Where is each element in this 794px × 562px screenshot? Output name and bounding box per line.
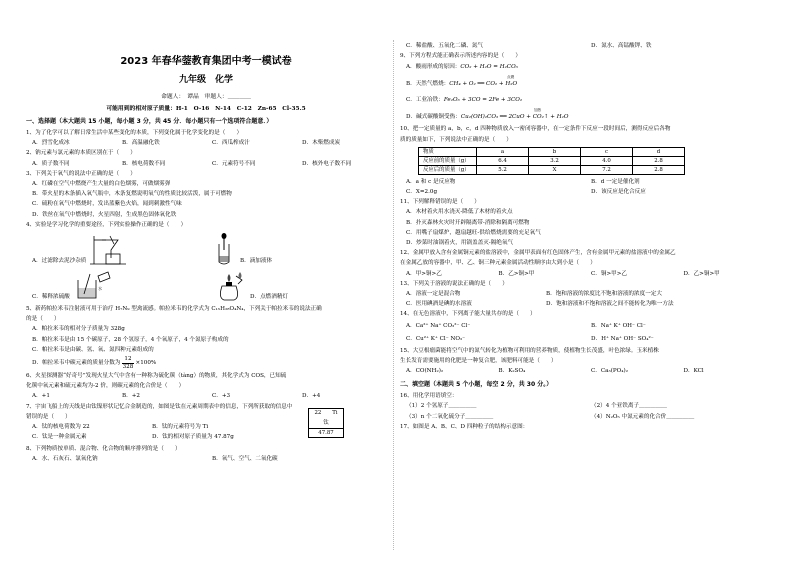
q6-option-d[interactable]: D．+4 xyxy=(302,393,321,400)
q16-items-row-2 xyxy=(400,412,770,422)
table-cell: 5.2 xyxy=(477,165,529,174)
element-number: 22 xyxy=(314,410,322,417)
q10-option-c[interactable]: C．X=2.0g xyxy=(406,189,438,196)
table-header-cell: 物质 xyxy=(419,147,477,156)
q10-option-a[interactable]: A．a 和 c 是反应物 xyxy=(406,178,456,185)
q16-blank-2[interactable]: （2）4 个亚铁离子＿＿＿＿＿ xyxy=(591,403,668,410)
q9-option-b-condition: 点燃 xyxy=(507,75,515,80)
q5-fraction-numerator: 12 xyxy=(124,355,132,362)
q15-option-c[interactable]: C．Ca₃(PO₄)₂ xyxy=(591,368,628,375)
titanium-element-card xyxy=(308,408,344,438)
q8-stem: 8、下列物质按单质、混合物、化合物的顺序排列的是（ ） xyxy=(26,446,181,453)
q4-images-row-2 xyxy=(26,268,386,302)
q2-option-d[interactable]: D．核外电子数不同 xyxy=(302,160,352,167)
q5-option-c[interactable]: C．帕拉米韦是由碳、氢、氧、氮四种元素组成的 xyxy=(32,346,154,353)
q11-option-d[interactable]: D．炒菜时油锅着火，用锅盖盖灭-隔绝氧气 xyxy=(406,240,514,247)
q12-option-d[interactable]: D．乙>铜>甲 xyxy=(683,270,720,277)
q9-option-b[interactable] xyxy=(400,75,770,91)
q10-options-row-2 xyxy=(400,187,770,197)
table-header-cell: a xyxy=(477,147,529,156)
q4-option-c[interactable] xyxy=(26,270,206,302)
q14-option-d[interactable]: D．H⁺ Na⁺ OH⁻ SO₄²⁻ xyxy=(591,335,654,342)
q14-option-a[interactable]: A．Ca²⁺ Na⁺ CO₃²⁻ Cl⁻ xyxy=(406,322,471,329)
q12-stem-line-1: 12、金属甲放入含有金属铜元素的盐溶液中，金属甲表面有红色固体产生，含有金属甲元素的盐溶液中的金属乙 xyxy=(400,250,676,257)
table-header-cell: d xyxy=(633,147,685,156)
q4-option-d[interactable] xyxy=(206,270,386,302)
q8-options-cont xyxy=(400,41,770,51)
table-cell: 2.8 xyxy=(633,165,685,174)
q4-option-d-label: D．点燃酒精灯 xyxy=(250,294,289,301)
q10-stem-line-2: 质的质量如下，下列说法中正确的是（ ） xyxy=(400,136,512,143)
q9-option-c[interactable] xyxy=(400,94,770,107)
q1-option-d[interactable]: D．木柴燃成炭 xyxy=(302,140,341,147)
q11-option-c[interactable]: C．用嘴子扇煤炉，越扇越旺-供给燃烧需要的充足氧气 xyxy=(406,229,541,236)
q10-stem-line-1: 10、把一定质量的 a，b，c，d 四种物质放入一密闭容器中，在一定条件下反应一段时间后，测得反应后各物 xyxy=(400,126,671,133)
q16-stem: 16、用化学用语填空： xyxy=(400,393,458,400)
q1-options xyxy=(26,138,386,148)
q14-stem: 14、在无色溶液中，下列离子能大量共存的是（ ） xyxy=(400,311,536,318)
q11-option-a[interactable]: A．木材着火用水浇灭-降低了木材的着火点 xyxy=(406,209,513,216)
table-row xyxy=(419,156,685,165)
q16-items-row-1 xyxy=(400,401,770,411)
alcohol-lamp-icon xyxy=(212,270,246,302)
dropper-test-tube-icon xyxy=(212,232,236,266)
q4-option-b-label: B．滴加液体 xyxy=(240,258,273,265)
q12-option-c[interactable]: C．铜>甲>乙 xyxy=(591,270,628,277)
q5-option-d-suffix: ×100% xyxy=(135,359,157,366)
q9-option-d-equation: Cu₂(OH)₂CO₃ ══ 2CuO + CO₂↑ + H₂O xyxy=(460,114,569,121)
q15-option-b[interactable]: B．K₂SO₄ xyxy=(498,368,526,375)
q1-option-c[interactable]: C．西瓜榨成汁 xyxy=(212,140,250,147)
filtration-apparatus-icon xyxy=(90,234,130,266)
q14-option-c[interactable]: C．Cu²⁺ K⁺ Cl⁻ NO₃⁻ xyxy=(406,335,466,342)
q15-stem-line-1: 15、大豆根瘤菌能将空气中的氮气转化为植物可利用的营养物质，使植物生长茂盛，叶色浓绿。玉米植株 xyxy=(400,347,659,354)
authors-text: 命题人： 谭晶 审题人： xyxy=(161,94,228,100)
q11-stem: 11、下列解释错误的是（ ） xyxy=(400,199,480,206)
q12-stem-line-2: 在金属乙放的容器中，甲、乙、铜三种元素金属活动性顺序由大到小是（ ） xyxy=(400,260,596,267)
table-cell: X xyxy=(529,165,581,174)
q9-option-b-equation: CH₄ + O₂ ══ CO₂ + H₂O xyxy=(449,81,518,88)
table-row xyxy=(419,165,685,174)
q12-option-a[interactable]: A．甲>铜>乙 xyxy=(406,270,442,277)
table-cell: 反应前的质量（g） xyxy=(419,156,477,165)
q13-options-row-1 xyxy=(400,289,770,299)
table-cell: 反应后的质量（g） xyxy=(419,165,477,174)
table-cell: 6.4 xyxy=(477,156,529,165)
q15-option-a[interactable]: A．CO(NH₂)₂ xyxy=(406,368,444,375)
q9-option-a-label: A．酸雨形成的原因： xyxy=(406,64,461,71)
q13-option-c[interactable]: C．医用碘酒是碘的水溶液 xyxy=(406,301,472,308)
q6-stem-line-2: 化羰中氧元素和硫元素均为-2 价，则碳元素的化合价是（ ） xyxy=(26,383,185,390)
q7-option-a[interactable]: A．钛的核电荷数为 22 xyxy=(32,424,90,431)
q6-stem-line-1: 6、火星探测器“好奇号”发现火星大气中含有一种称为硫化羰（tàng）的物质，其化学式为 COS，已知硫 xyxy=(26,373,287,380)
column-divider xyxy=(393,40,394,550)
q5-option-d[interactable] xyxy=(26,355,386,371)
q12-options xyxy=(400,269,770,279)
table-cell: 7.2 xyxy=(581,165,633,174)
q9-option-d-label: D．碱式碳酸铜受热： xyxy=(406,114,461,121)
q7-option-d[interactable]: D．钛的相对原子质量为 47.87g xyxy=(152,434,234,441)
atomic-masses: 可能用到的相对原子质量：H-1 O-16 N-14 C-12 Zn-65 Cl-35.5 xyxy=(106,106,306,112)
q7-stem-line-2: 错误的是（ ） xyxy=(26,413,71,420)
svg-text:水: 水 xyxy=(97,286,102,292)
q7-option-c[interactable]: C．钛是一种金属元素 xyxy=(32,434,87,441)
q9-option-a-equation: CO₂ + H₂O = H₂CO₃ xyxy=(460,64,518,71)
table-cell: 3.2 xyxy=(529,156,581,165)
q9-option-a[interactable] xyxy=(400,61,770,74)
q5-stem-line-1: 5、新药帕拉米韦注射液可用于治疗 H₇N₉ 型禽流感。帕拉米韦的化学式为 C₁₅H₂₈O₄N₄，下列关于帕拉米韦的说法正确 xyxy=(26,306,322,313)
q17-stem: 17、如图是 A、B、C、D 四种粒子的结构示意图： xyxy=(400,423,529,430)
q12-option-b[interactable]: B．乙>铜>甲 xyxy=(498,270,535,277)
table-header-cell: c xyxy=(581,147,633,156)
q3-option-d[interactable]: D．铁丝在氧气中燃烧时，火星四射，生成黑色固体氧化铁 xyxy=(32,211,177,218)
q8-option-d[interactable]: D．氮水、高锰酸钾、铁 xyxy=(591,43,652,49)
q8-options xyxy=(26,454,386,464)
q16-blank-4[interactable]: （4）N₂O₅ 中氮元素的化合价＿＿＿＿＿ xyxy=(591,413,695,420)
q10-option-b[interactable]: B．d 一定是催化剂 xyxy=(591,178,640,185)
q9-option-c-equation: Fe₂O₃ + 3CO = 2Fe + 3CO₂ xyxy=(443,97,523,104)
q3-option-b[interactable]: B．带火星的木条插入氧气瓶中，木条复燃说明氧气的性质比较活泼，属于可燃物 xyxy=(32,191,232,198)
section-2-heading: 二、填空题（本题共 5 个小题，每空 2 分，共 30 分。） xyxy=(400,381,553,389)
q4-images-row-1 xyxy=(26,232,386,266)
q1-option-a[interactable]: A．烈雪化成冰 xyxy=(32,140,70,147)
q13-option-d[interactable]: D．饱和溶液和不饱和溶液之间不能转化为唯一方法 xyxy=(546,301,674,308)
q2-option-b[interactable]: B．核电荷数不同 xyxy=(122,160,166,167)
q5-option-b[interactable]: B．帕拉米韦是由 15 个碳原子，28 个氢原子，4 个氧原子，4 个氮原子构成的 xyxy=(32,336,229,343)
q13-option-a[interactable]: A．溶液一定是混合物 xyxy=(406,291,461,298)
q1-stem: 1、为了化学可以了解日常生活中某些变化的本质，下列变化属于化学变化的是（ ） xyxy=(26,130,243,136)
q15-option-d[interactable]: D．KCl xyxy=(683,368,704,375)
q9-stem: 9、下列方程式能正确表示所述内容的是（ ） xyxy=(400,53,522,60)
q16-blank-1[interactable]: （1）2 个氢原子＿＿＿＿＿ xyxy=(406,403,477,410)
q9-option-d-condition: 加热 xyxy=(534,108,542,113)
q4-option-b[interactable] xyxy=(206,232,386,266)
q14-option-b[interactable]: B．Na⁺ K⁺ OH⁻ Cl⁻ xyxy=(591,322,646,329)
q9-option-c-label: C．工业冶铁： xyxy=(406,97,444,104)
section-1-heading: 一、选择题（本大题共 15 小题，每小题 3 分，共 45 分．每小题只有一个选项符合题意．） xyxy=(26,118,273,125)
q9-option-b-label: B．天然气燃烧： xyxy=(406,81,450,88)
q3-option-a[interactable]: A．红磷在空气中燃烧产生大量的白色烟雾，可做烟雾弹 xyxy=(32,181,171,188)
q14-options-row-1 xyxy=(400,320,770,333)
q2-options xyxy=(26,159,386,169)
q10-options-row-1 xyxy=(400,177,770,187)
q5-fraction-denominator: 328 xyxy=(122,363,134,370)
q4-option-c-label: C．稀释浓硫酸 xyxy=(32,294,70,301)
table-cell: 4.0 xyxy=(581,156,633,165)
q1-option-b[interactable]: B．高温融化铁 xyxy=(122,140,160,147)
q6-option-c[interactable]: C．+3 xyxy=(212,393,231,400)
exam-subtitle: 九年级 化学 xyxy=(178,75,233,85)
q6-option-a[interactable]: A．+1 xyxy=(32,393,50,400)
q4-option-a-label: A．过滤除去泥沙杂质 xyxy=(32,258,87,265)
q8-option-c[interactable]: C．稀盐酸、五氧化二磷、氮气 xyxy=(406,43,483,49)
q10-option-d[interactable]: D．该反应是化合反应 xyxy=(591,189,646,196)
element-symbol: Ti xyxy=(332,410,338,417)
q5-stem-line-2: 的是（ ） xyxy=(26,316,60,323)
q14-options-row-2 xyxy=(400,333,770,346)
q10-mass-table xyxy=(418,147,685,175)
exam-title: 2023 年春华蓥教育集团中考一模试卷 xyxy=(120,56,292,67)
q11-option-b[interactable]: B．扑灭森林火灾时开辟隔离带-消除和隔离可燃物 xyxy=(406,219,530,226)
element-card-top xyxy=(309,409,343,419)
dilute-acid-icon xyxy=(74,270,114,302)
table-cell: 2.8 xyxy=(633,156,685,165)
q2-option-c[interactable]: C．元素符号不同 xyxy=(212,160,256,167)
q7-stem-line-1: 7、宇宙飞船上的天线是由钛镍形状记忆合金制造的，如图是钛在元素周期表中的信息，下列所获取的信息中 xyxy=(26,403,293,410)
element-name: 钛 xyxy=(323,419,329,426)
left-column xyxy=(26,44,386,464)
q2-stem: 2、钠元素与氯元素的本质区别在于（ ） xyxy=(26,150,136,157)
exam-authors: 命题人： 谭晶 审题人：＿＿＿＿ xyxy=(161,94,251,100)
q5-option-a[interactable]: A．帕拉米韦的相对分子质量为 328g xyxy=(32,326,125,333)
q16-blank-3[interactable]: （3）n 个二氧化硫分子＿＿＿＿＿ xyxy=(406,413,494,420)
q4-option-a[interactable] xyxy=(26,234,206,266)
q15-options xyxy=(400,366,770,376)
element-mass: 47.87 xyxy=(309,428,343,439)
q2-option-a[interactable]: A．质子数不同 xyxy=(32,160,70,167)
q5-option-d-text: D．帕拉米韦中碳元素的质量分数为 xyxy=(32,359,121,366)
q9-option-d[interactable] xyxy=(400,108,770,124)
right-column xyxy=(400,41,770,432)
q13-stem: 13、下列关于溶液的说法正确的是（ ） xyxy=(400,280,508,287)
q3-option-c[interactable]: C．硫粉在氧气中燃烧时，发出蓝紫色火焰，闻到刺激性气味 xyxy=(32,201,182,208)
q8-option-b[interactable]: B．氧气、空气、二氧化碳 xyxy=(212,456,278,463)
q3-stem: 3、下列关于氧气的说法中正确的是（ ） xyxy=(26,170,136,177)
table-header-row xyxy=(419,147,685,156)
q6-option-b[interactable]: B．+2 xyxy=(122,393,140,400)
q13-options-row-2 xyxy=(400,299,770,309)
q7-option-b[interactable]: B．钛的元素符号为 Ti xyxy=(152,424,209,431)
q8-option-a[interactable]: A．水、石灰石、氯氧化钠 xyxy=(32,456,98,463)
q13-option-b[interactable]: B．饱和溶液的浓度比不饱和溶液的浓度一定大 xyxy=(546,291,662,298)
table-header-cell: b xyxy=(529,147,581,156)
q5-fraction xyxy=(122,356,133,371)
q6-options xyxy=(26,391,386,401)
q15-stem-line-2: 生长发育需要施用的化肥是一种复合肥，该肥料可能是（ ） xyxy=(400,357,557,364)
q4-stem: 4、实验是学习化学的重要途径，下列实验操作正确的是（ ） xyxy=(26,221,187,228)
